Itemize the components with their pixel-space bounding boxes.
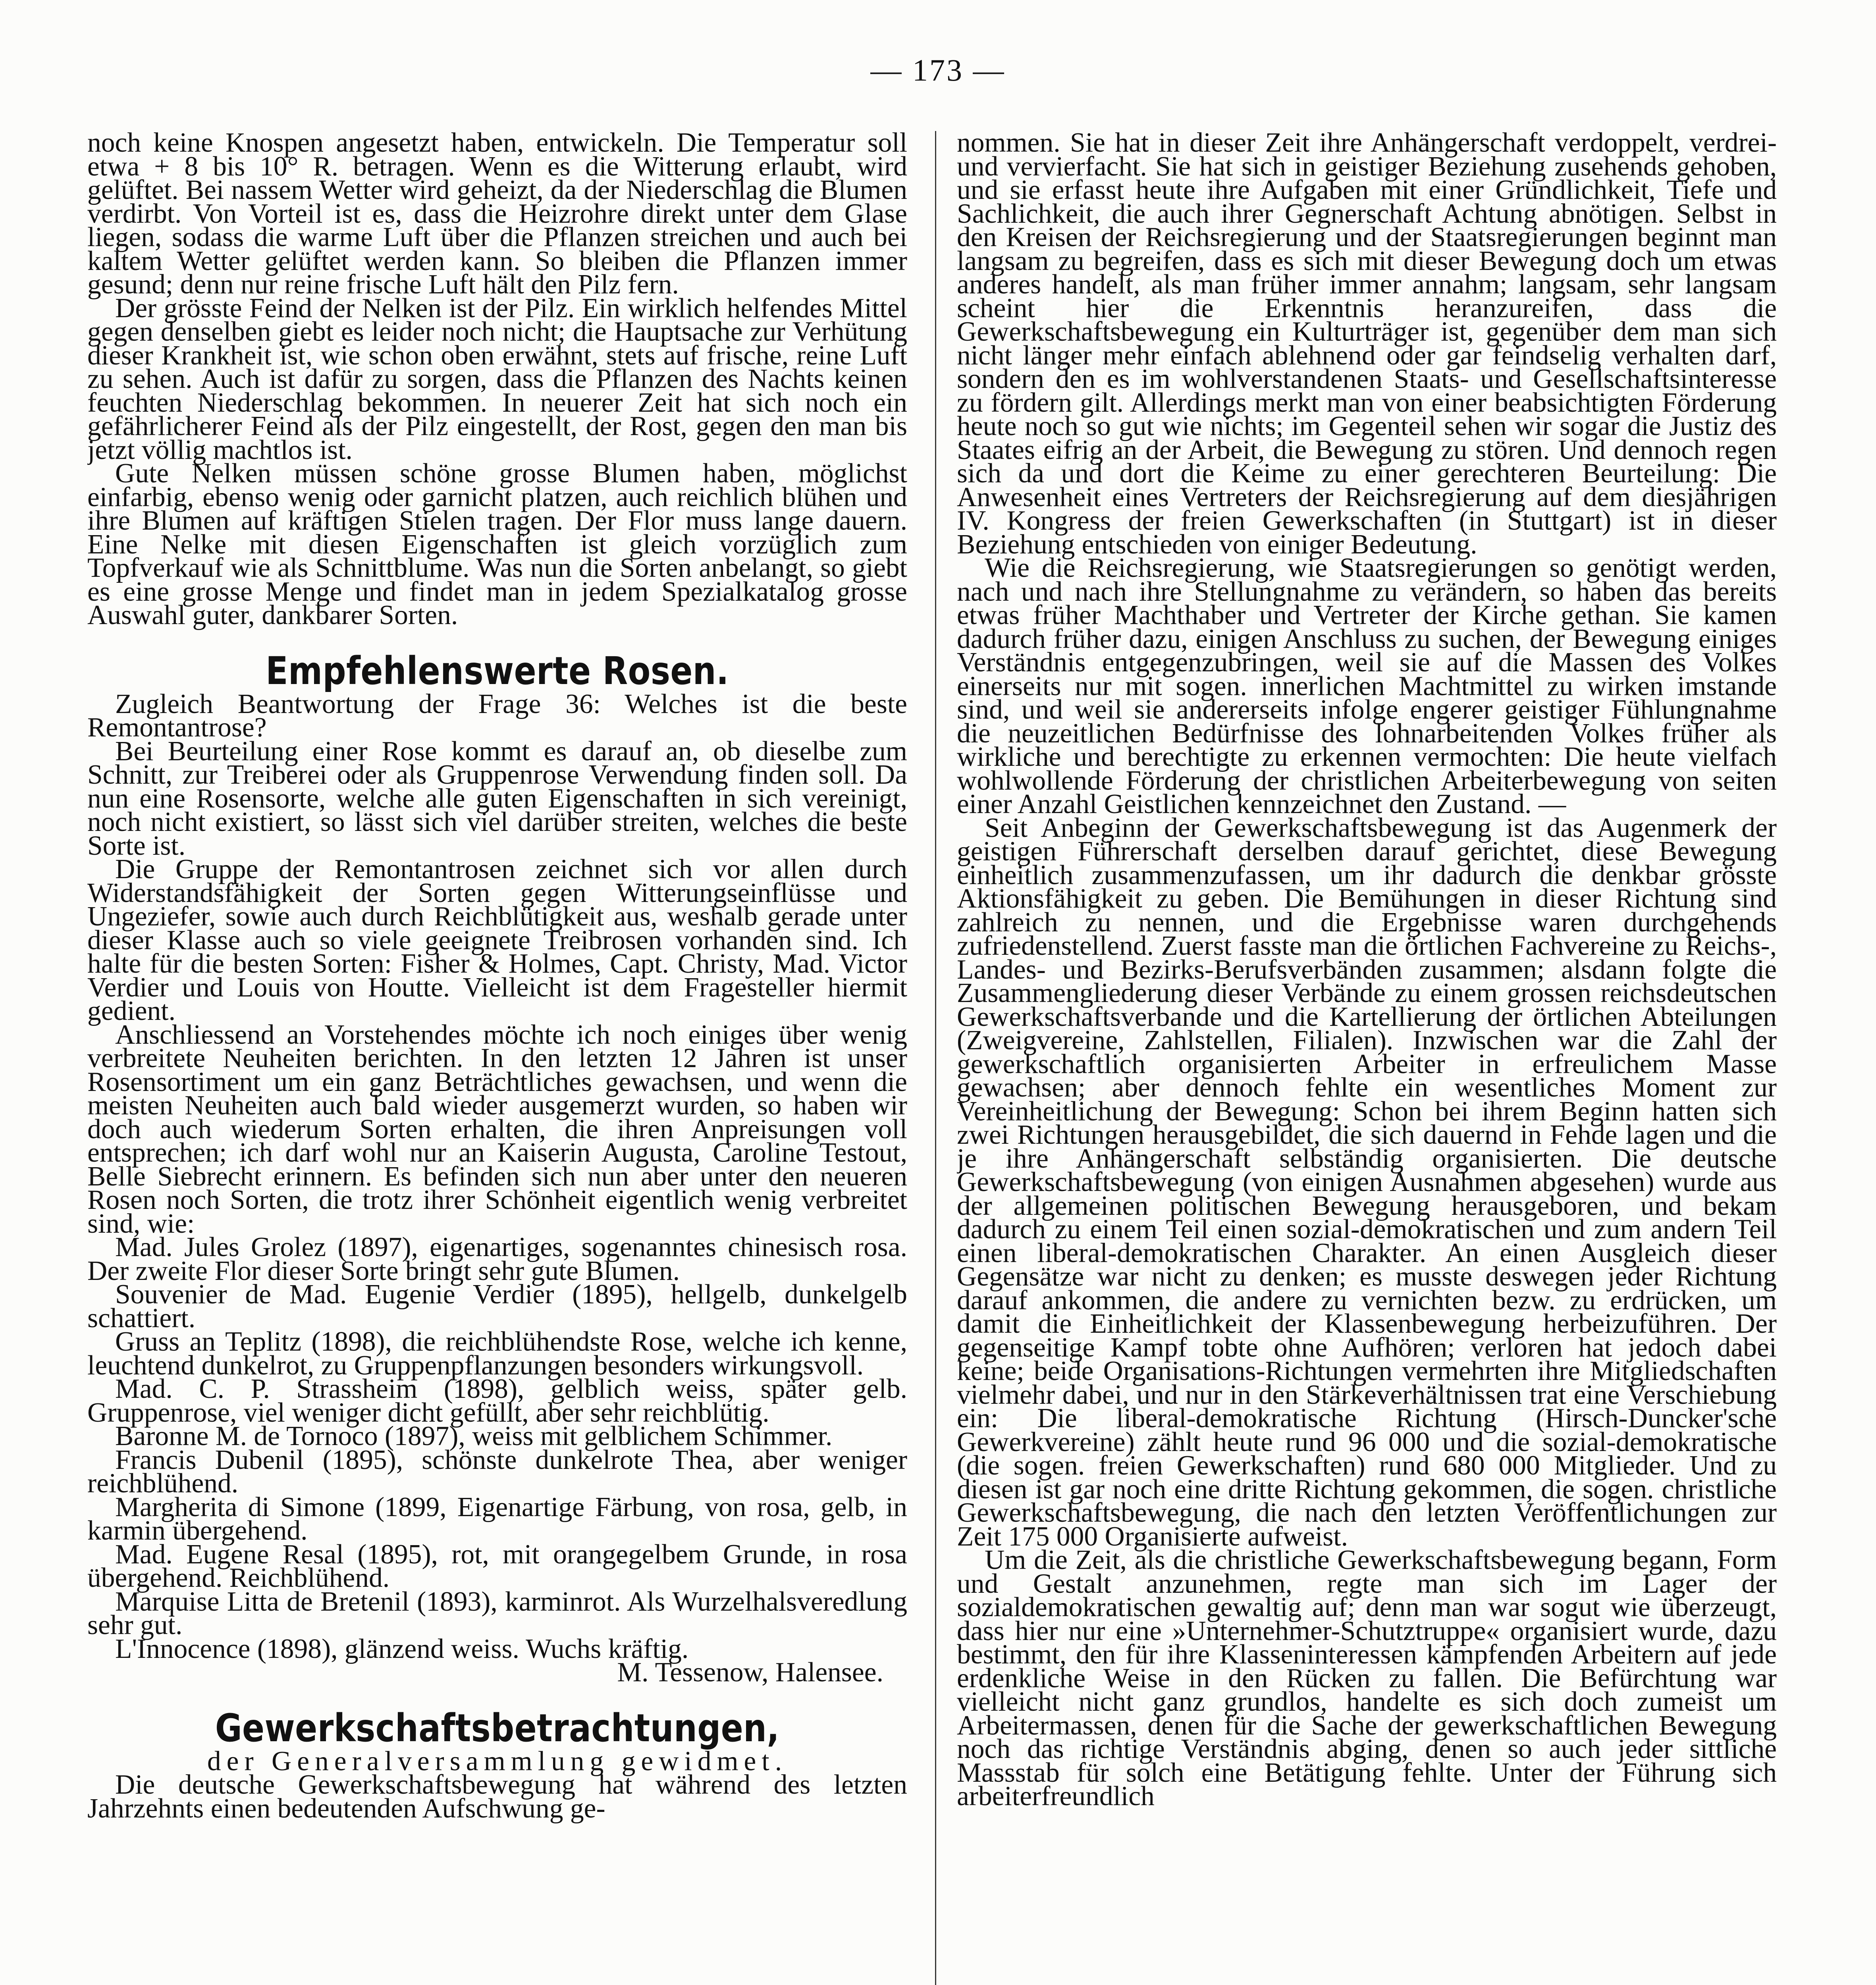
union-paragraph-2: nommen. Sie hat in dieser Zeit ihre Anhängerschaft verdoppelt, verdrei- und vervierfacht. Sie hat sich in geistiger Beziehung zusehends gehoben, und sie erfasst heute ihre Aufgaben mit einer Gründlichkeit, Tiefe und Sachlichkeit, die auch ihrer Gegnerschaft Achtung abnötigen. Selbst in den Kreisen der Reichsregierung und der Staatsregierungen beginnt man langsam zu begreifen, dass es sich mit dieser Bewegung doch um etwas anderes handelt, als man früher immer annahm; langsam, sehr langsam scheint hier die Erkenntnis heranzureifen, dass die Gewerkschaftsbewegung ein Kulturträger ist, gegenüber dem man sich nicht länger mehr einfach ablehnend oder gar feindselig verhalten darf, sondern den es im wohlverstandenen Staats- und Gesellschaftsinteresse zu fördern gilt. Allerdings merkt man von einer beabsichtigten Förderung heute noch so gut wie nichts; im Gegenteil sehen wir sogar die Justiz des Staates eifrig an der Arbeit, die Bewegung zu stören. Und dennoch regen sich da und dort die Keime zu einer gerechteren Beurteilung: Die Anwesenheit eines Vertreters der Reichsregierung auf dem diesjährigen IV. Kongress der freien Gewerkschaften (in Stuttgart) ist in dieser Beziehung entschieden von einiger Bedeutung. (957, 131, 1777, 560)
column-divider (935, 131, 936, 1985)
union-paragraph-5: Um die Zeit, als die christliche Gewerkschaftsbewegung begann, Form und Gestalt anzunehmen, regte man sich im Lager der sozialdemokratischen gewaltig auf; denn man war sogut wie überzeugt, dass hier nur eine »Unternehmer-Schutztruppe« organisiert wurde, dazu bestimmt, den für ihre Klasseninteressen kämpfenden Arbeitern auf jede erdenkliche Weise in den Rücken zu fallen. Die Befürchtung war vielleicht nicht ganz grundlos, handelte es sich doch zumeist um Arbeitermassen, denen für die Sache der gewerkschaftlichen Bewegung noch das richtige Verständnis abging, denen so auch jeder sittliche Massstab für solch eine Betätigung fehlte. Unter der Führung sich arbeiterfreundlich (957, 1545, 1777, 1812)
rose-entry: Mad. Eugene Resal (1895), rot, mit orangegelbem Grunde, in rosa übergehend. Reichblühend. (87, 1539, 907, 1593)
nelken-paragraph-2: Der grösste Feind der Nelken ist der Pilz. Ein wirklich helfendes Mittel gegen denselben giebt es leider noch nicht; die Hauptsache zur Verhütung dieser Krankheit ist, wie schon oben erwähnt, stets auf frische, reine Luft zu sehen. Auch ist dafür zu sorgen, dass die Pflanzen des Nachts keinen feuchten Niederschlag bekommen. In neuerer Zeit hat sich noch ein gefährlicherer Feind als der Pilz eingestellt, der Rost, gegen den man bis jetzt völlig machtlos ist. (87, 293, 907, 465)
rose-entry: Margherita di Simone (1899, Eigenartige Färbung, von rosa, gelb, in karmin übergehend. (87, 1492, 907, 1546)
rose-entry: Marquise Litta de Bretenil (1893), karminrot. Als Wurzelhalsveredlung sehr gut. (87, 1586, 907, 1640)
roses-paragraph-2: Die Gruppe der Remontantrosen zeichnet sich vor allen durch Widerstandsfähigkeit der Sorten gegen Witterungseinflüsse und Ungeziefer, sowie auch durch Reichblütigkeit aus, weshalb gerade unter dieser Klasse auch so viele geeignete Treibrosen vorhanden sind. Ich halte für die besten Sorten: Fisher & Holmes, Capt. Christy, Mad. Victor Verdier und Louis von Houtte. Vielleicht ist dem Fragesteller hiermit gedient. (87, 854, 907, 1026)
roses-paragraph-3: Anschliessend an Vorstehendes möchte ich noch einiges über wenig verbreitete Neuheiten berichten. In den letzten 12 Jahren ist unser Rosensortiment um ein ganz Beträchtliches gewachsen, und wenn die meisten Neuheiten auch bald wieder ausgemerzt wurden, so haben wir doch auch wiederum Sorten erhalten, die ihren Anpreisungen voll entsprechen; ich darf wohl nur an Kaiserin Augusta, Caroline Testout, Belle Siebrecht erinnern. Es befinden sich nun aber unter den neueren Rosen noch Sorten, die trotz ihrer Schönheit eigentlich wenig verbreitet sind, wie: (87, 1019, 907, 1239)
rose-entry: Francis Dubenil (1895), schönste dunkelrote Thea, aber weniger reichblühend. (87, 1444, 907, 1499)
union-subtitle: der Generalversammlung gewidmet. (207, 1746, 788, 1777)
rose-entry: Gruss an Teplitz (1898), die reichblühendste Rose, welche ich kenne, leuchtend dunkelrot, zu Gruppenpflanzungen besonders wirkungsvoll. (87, 1326, 907, 1381)
rose-entry: Mad. C. P. Strassheim (1898), gelblich weiss, später gelb. Gruppenrose, viel weniger dicht gefüllt, aber sehr reichblütig. (87, 1374, 907, 1428)
roses-heading: Empfehlenswerte Rosen. (266, 648, 729, 693)
left-column (87, 131, 907, 1985)
nelken-paragraph-1: noch keine Knospen angesetzt haben, entwickeln. Die Temperatur soll etwa + 8 bis 10° R. betragen. Wenn es die Witterung erlaubt, wird gelüftet. Bei nassem Wetter wird geheizt, da der Niederschlag die Blumen verdirbt. Von Vorteil ist es, dass die Heizrohre direkt unter dem Glase liegen, sodass die warme Luft über die Pflanzen streichen und auch bei kaltem Wetter gelüftet werden kann. So bleiben die Pflanzen immer gesund; denn nur reine frische Luft hält den Pilz fern. (87, 131, 907, 300)
nelken-paragraph-3: Gute Nelken müssen schöne grosse Blumen haben, möglichst einfarbig, ebenso wenig oder garnicht platzen, auch reichlich blühen und ihre Blumen auf kräftigen Stielen tragen. Der Flor muss lange dauern. Eine Nelke mit diesen Eigenschaften ist gleich vorzüglich zum Topfverkauf wie als Schnittblume. Was nun die Sorten anbelangt, so giebt es eine grosse Menge und findet man in jedem Spezialkatalog grosse Auswahl guter, dankbarer Sorten. (87, 458, 907, 630)
rose-entry: Baronne M. de Tornoco (1897), weiss mit gelblichem Schimmer. (115, 1421, 833, 1451)
roses-subtitle: Zugleich Beantwortung der Frage 36: Welches ist die beste Remontantrose? (87, 688, 907, 743)
page-number: — 173 — (870, 53, 1006, 87)
roses-paragraph-1: Bei Beurteilung einer Rose kommt es darauf an, ob dieselbe zum Schnitt, zur Treiberei oder als Gruppenrose Verwendung finden soll. Da nun eine Rosensorte, welche alle guten Eigenschaften in sich vereinigt, noch nicht existiert, so lässt sich viel darüber streiten, welches die beste Sorte ist. (87, 736, 907, 861)
union-paragraph-3: Wie die Reichsregierung, wie Staatsregierungen so genötigt werden, nach und nach ihre Stellungnahme zu verändern, so haben das bereits etwas früher Machthaber und Vertreter der Kirche gethan. Sie kamen dadurch früher dazu, einigen Anschluss zu suchen, der Bewegung einiges Verständnis entgegenzubringen, weil sie auf die Massen des Volkes einerseits nur mit sogen. innerlichen Machtmittel zu wirken imstande sind, und weil sie andererseits infolge engerer geistiger Fühlungnahme die neuzeitlichen Bedürfnisse des lohnarbeitenden Volkes früher als wirkliche und berechtigte zu erkennen vermochten: Die heute vielfach wohlwollende Förderung der christlichen Arbeiterbewegung von seiten einer Anzahl Geistlichen kennzeichnet den Zustand. — (957, 553, 1777, 819)
rose-entry: Mad. Jules Grolez (1897), eigenartiges, sogenanntes chinesisch rosa. Der zweite Flor dieser Sorte bringt sehr gute Blumen. (87, 1232, 907, 1286)
right-column (957, 131, 1777, 1985)
rose-entry: L'Innocence (1898), glänzend weiss. Wuchs kräftig. (115, 1633, 689, 1664)
rose-entry: Souvenier de Mad. Eugenie Verdier (1895), hellgelb, dunkelgelb schattiert. (87, 1279, 907, 1334)
roses-author: M. Tessenow, Halensee. (617, 1657, 883, 1688)
union-heading: Gewerkschaftsbetrachtungen, (215, 1706, 780, 1750)
union-paragraph-1: Die deutsche Gewerkschaftsbewegung hat während des letzten Jahrzehnts einen bedeutenden Aufschwung ge- (87, 1769, 907, 1824)
union-paragraph-4: Seit Anbeginn der Gewerkschaftsbewegung ist das Augenmerk der geistigen Führerschaft derselben darauf gerichtet, diese Bewegung einheitlich zusammenzufassen, um ihr dadurch die denkbar grösste Aktionsfähigkeit zu geben. Die Bemühungen in dieser Richtung sind zahlreich zu nennen, und die Ergebnisse waren durchgehends zufriedenstellend. Zuerst fasste man die örtlichen Fachvereine zu Reichs-, Landes- und Bezirks-Berufsverbänden zusammen; alsdann folgte die Zusammengliederung dieser Verbände zu einem grossen reichsdeutschen Gewerkschaftsverbande und die Kartellierung der örtlichen Abteilungen (Zweigvereine, Zahlstellen, Filialen). Inzwischen war die Zahl der gewerkschaftlich organisierten Arbeiter in erfreulichem Masse gewachsen; aber dennoch fehlte ein wesentliches Moment zur Vereinheitlichung der Bewegung: Schon bei ihrem Beginn hatten sich zwei Richtungen herausgebildet, die sich dauernd in Fehde lagen und die je ihre Anhängerschaft selbständig organisierten. Die deutsche Gewerkschaftsbewegung (von einigen Ausnahmen abgesehen) wurde aus der allgemeinen politischen Bewegung herausgeboren, und bekam dadurch zu einem Teil einen sozial-demokratischen und zum andern Teil einen liberal-demokratischen Charakter. An einen Ausgleich dieser Gegensätze war nicht zu denken; es musste deswegen jeder Richtung darauf ankommen, die andere zu vernichten bezw. zu erdrücken, um damit die Einheitlichkeit der Klassenbewegung herbeizuführen. Der gegenseitige Kampf tobte ohne Aufhören; verloren hat jedoch dabei keine; beide Organisations-Richtungen vermehrten ihre Mitgliedschaften vielmehr dabei, und nur in den Stärkeverhältnissen trat eine Verschiebung ein: Die liberal-demokratische Richtung (Hirsch-Duncker'sche Gewerkvereine) zählt heute rund 96 000 und die sozial-demokratische (die sogen. freien Gewerkschaften) rund 680 000 Mitglieder. Und zu diesen ist gar noch eine dritte Richtung gekommen, die sogen. christliche Gewerkschaftsbewegung, die nach den letzten Veröffentlichungen zur Zeit 175 000 Organisierte aufweist. (957, 812, 1777, 1552)
